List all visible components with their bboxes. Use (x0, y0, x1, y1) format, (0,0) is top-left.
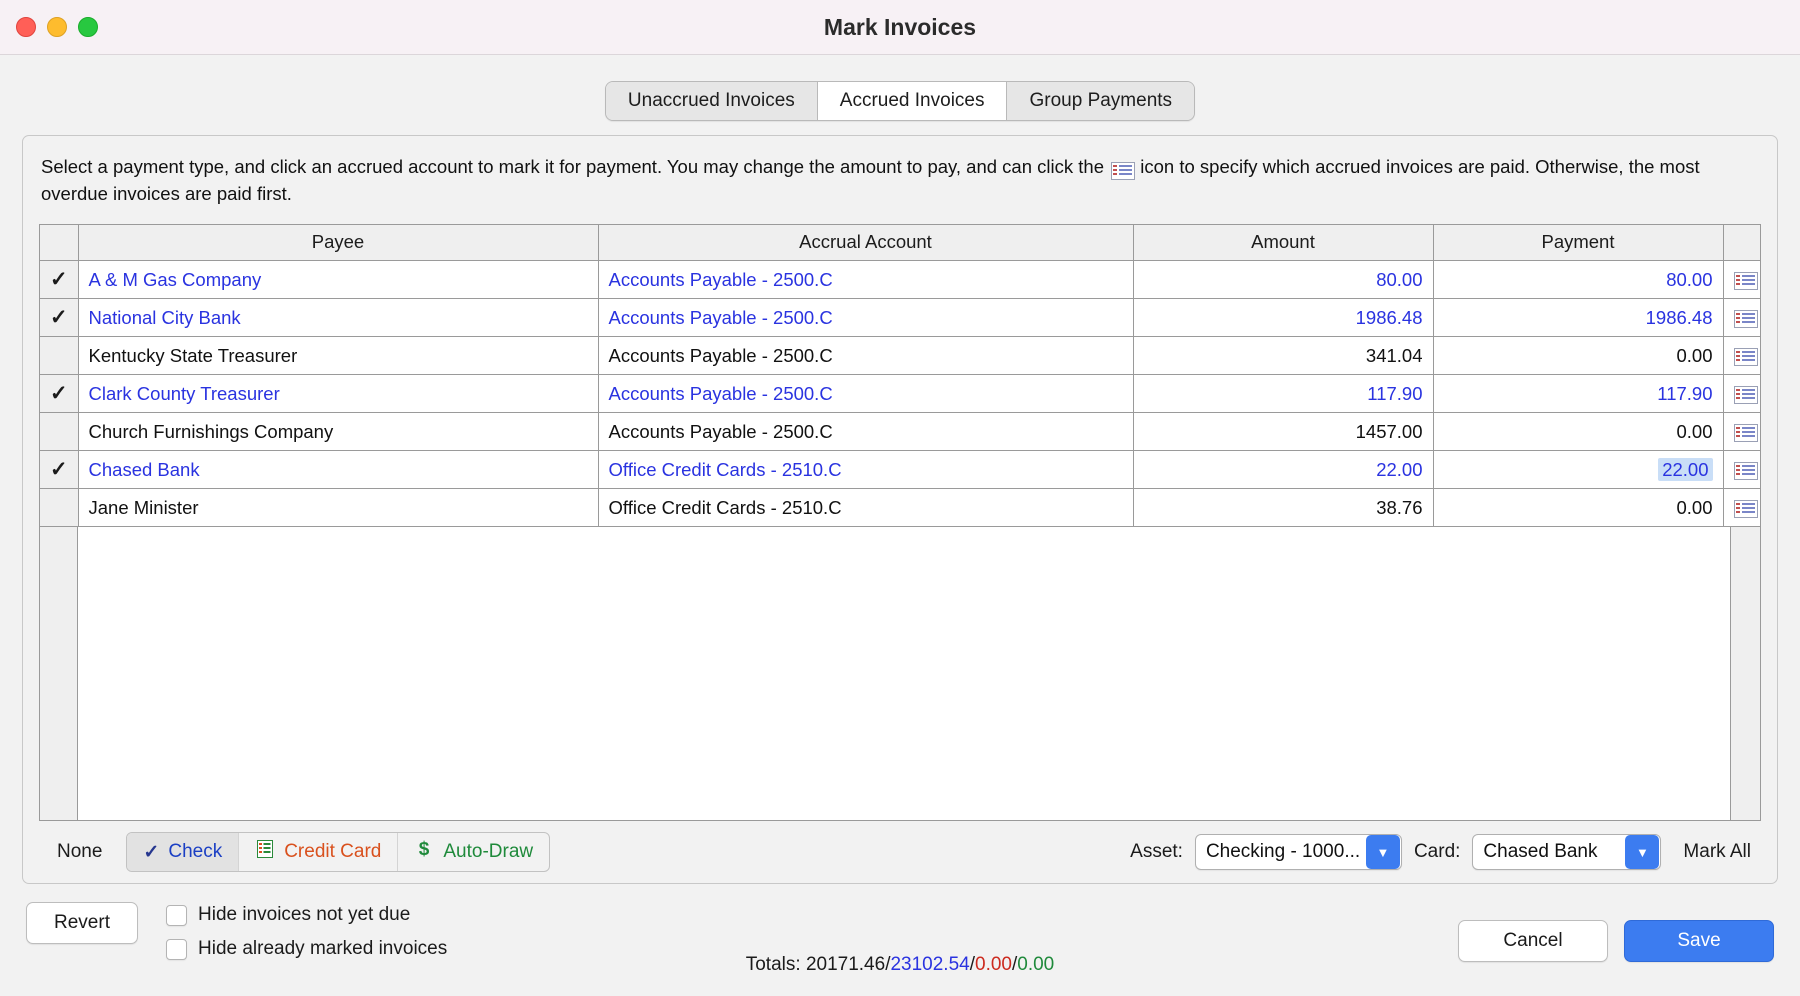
payment-type-group (126, 832, 550, 872)
table-row[interactable] (40, 413, 1761, 451)
table-row[interactable] (40, 451, 1761, 489)
payment-type-auto-draw-label: Auto-Draw (443, 841, 534, 862)
maximize-window-button[interactable] (78, 17, 98, 37)
cell-payment[interactable]: 80.00 (1433, 261, 1723, 299)
title-bar (0, 0, 1800, 55)
instructions-part2: icon to specify which accrued invoices are paid. Otherwise, the most overdue invoices are paid first. (41, 156, 1700, 204)
table-blank-body (78, 527, 1730, 820)
check-mark-icon: ✓ (50, 382, 68, 406)
row-mark-checkbox[interactable] (40, 451, 78, 489)
cell-amount: 1986.48 (1133, 299, 1433, 337)
checkbox-box[interactable] (166, 905, 187, 926)
table-row[interactable] (40, 375, 1761, 413)
close-window-button[interactable] (16, 17, 36, 37)
cell-amount: 22.00 (1133, 451, 1433, 489)
totals-separator-1: / (885, 954, 891, 975)
cell-amount: 117.90 (1133, 375, 1433, 413)
invoices-table (40, 225, 1761, 528)
row-grid-icon[interactable] (1723, 261, 1761, 299)
credit-card-icon (255, 839, 275, 865)
payment-type-credit-card[interactable] (239, 832, 398, 872)
row-grid-icon[interactable] (1723, 489, 1761, 527)
hide-not-yet-due-label: Hide invoices not yet due (198, 904, 411, 925)
page-title: Mark Invoices (823, 14, 977, 40)
window-controls (16, 17, 98, 37)
table-left-gutter (40, 527, 78, 820)
totals-label: Totals: (745, 954, 801, 975)
row-mark-checkbox[interactable] (40, 375, 78, 413)
cell-payee[interactable]: A & M Gas Company (78, 261, 598, 299)
table-scrollbar[interactable] (1730, 527, 1760, 820)
mark-all-button[interactable]: Mark All (1683, 841, 1751, 862)
cell-payee[interactable]: Church Furnishings Company (78, 413, 598, 451)
chevron-down-icon[interactable]: ▼ (1625, 835, 1659, 869)
cell-accrual-account[interactable]: Accounts Payable - 2500.C (598, 299, 1133, 337)
cell-payment[interactable]: 0.00 (1433, 413, 1723, 451)
tab-unaccrued-invoices[interactable]: Unaccrued Invoices (606, 82, 818, 120)
card-dropdown-value: Chased Bank (1483, 841, 1598, 862)
cell-payment[interactable]: 1986.48 (1433, 299, 1723, 337)
svg-text:$: $ (419, 839, 430, 860)
card-label: Card: (1413, 841, 1461, 862)
chevron-down-icon[interactable]: ▼ (1366, 835, 1400, 869)
cell-accrual-account[interactable]: Accounts Payable - 2500.C (598, 261, 1133, 299)
footer-filters (166, 904, 447, 960)
totals-value-3: 0.00 (975, 954, 1012, 975)
cell-accrual-account[interactable]: Accounts Payable - 2500.C (598, 413, 1133, 451)
check-mark-icon: ✓ (50, 268, 68, 292)
payment-type-credit-card-label: Credit Card (284, 841, 382, 862)
row-grid-icon[interactable] (1723, 413, 1761, 451)
row-grid-icon[interactable] (1723, 299, 1761, 337)
cell-accrual-account[interactable]: Office Credit Cards - 2510.C (598, 489, 1133, 527)
check-mark-icon: ✓ (143, 841, 160, 863)
table-empty-area (40, 527, 1760, 820)
payment-type-bar (39, 821, 1761, 883)
row-grid-icon[interactable] (1723, 337, 1761, 375)
column-header-icon (1723, 225, 1761, 261)
cell-amount: 38.76 (1133, 489, 1433, 527)
tab-group-payments[interactable]: Group Payments (1007, 82, 1194, 120)
column-header-accrual-account[interactable]: Accrual Account (598, 225, 1133, 261)
totals-separator-2: / (969, 954, 976, 975)
totals-readout (746, 954, 1055, 976)
account-selectors (1130, 834, 1757, 870)
table-row[interactable] (40, 337, 1761, 375)
checkbox-box[interactable] (166, 939, 187, 960)
cell-payee[interactable]: National City Bank (78, 299, 598, 337)
dialog-footer (0, 884, 1800, 996)
cell-amount: 1457.00 (1133, 413, 1433, 451)
asset-dropdown-value: Checking - 1000... (1205, 841, 1361, 862)
row-mark-checkbox[interactable] (40, 261, 78, 299)
totals-separator-3: / (1011, 954, 1018, 975)
cell-accrual-account[interactable]: Accounts Payable - 2500.C (598, 337, 1133, 375)
row-mark-checkbox[interactable] (40, 299, 78, 337)
payment-type-auto-draw[interactable] (398, 832, 549, 872)
totals-value-2: 23102.54 (890, 954, 970, 975)
cell-payment[interactable]: 0.00 (1433, 489, 1723, 527)
cell-payee[interactable]: Clark County Treasurer (78, 375, 598, 413)
table-row[interactable] (40, 299, 1761, 337)
tab-bar (0, 81, 1800, 121)
cell-payment[interactable]: 0.00 (1433, 337, 1723, 375)
cell-payee[interactable]: Chased Bank (78, 451, 598, 489)
cell-payee[interactable]: Jane Minister (78, 489, 598, 527)
payment-type-check-label: Check (168, 841, 223, 862)
cell-amount: 80.00 (1133, 261, 1433, 299)
asset-label: Asset: (1130, 841, 1183, 862)
table-row[interactable] (40, 489, 1761, 527)
payment-type-check[interactable] (127, 832, 239, 872)
instructions-part1: Select a payment type, and click an accrued account to mark it for payment. You may change the amount to pay, and can click the (41, 156, 1104, 177)
cancel-button[interactable]: Cancel (1458, 920, 1608, 962)
minimize-window-button[interactable] (47, 17, 67, 37)
row-grid-icon[interactable] (1723, 451, 1761, 489)
cell-payee[interactable]: Kentucky State Treasurer (78, 337, 598, 375)
tab-accrued-invoices[interactable]: Accrued Invoices (818, 82, 1008, 120)
column-header-amount[interactable]: Amount (1133, 225, 1433, 261)
dollar-sign-icon (414, 838, 434, 866)
revert-button[interactable]: Revert (26, 902, 138, 944)
totals-value-1: 20171.46 (805, 954, 886, 975)
column-header-mark[interactable] (40, 225, 78, 261)
row-grid-icon[interactable] (1723, 375, 1761, 413)
row-mark-checkbox[interactable] (40, 489, 78, 527)
column-header-payment[interactable]: Payment (1433, 225, 1723, 261)
payment-type-none[interactable]: None (57, 841, 103, 862)
cell-amount: 341.04 (1133, 337, 1433, 375)
hide-not-yet-due-checkbox[interactable] (166, 904, 447, 926)
payment-input-selected[interactable]: 22.00 (1658, 458, 1712, 481)
table-row[interactable] (40, 261, 1761, 299)
hide-already-marked-checkbox[interactable] (166, 938, 447, 960)
instructions-text (41, 154, 1761, 208)
column-header-payee[interactable]: Payee (78, 225, 598, 261)
cell-payment[interactable]: 117.90 (1433, 375, 1723, 413)
hide-already-marked-label: Hide already marked invoices (198, 938, 448, 959)
row-mark-checkbox[interactable] (40, 337, 78, 375)
accrued-invoices-panel (22, 135, 1778, 884)
check-mark-icon: ✓ (50, 306, 68, 330)
footer-actions (1458, 920, 1774, 962)
check-mark-icon: ✓ (50, 458, 68, 482)
card-dropdown[interactable] (1472, 834, 1661, 870)
invoices-table-container (39, 224, 1761, 821)
asset-dropdown[interactable] (1195, 834, 1402, 870)
save-button[interactable]: Save (1624, 920, 1774, 962)
cell-accrual-account[interactable]: Office Credit Cards - 2510.C (598, 451, 1133, 489)
grid-icon (1111, 157, 1133, 174)
table-header-row (40, 225, 1761, 261)
cell-accrual-account[interactable]: Accounts Payable - 2500.C (598, 375, 1133, 413)
cell-payment[interactable] (1433, 451, 1723, 489)
totals-value-4: 0.00 (1017, 954, 1055, 975)
row-mark-checkbox[interactable] (40, 413, 78, 451)
